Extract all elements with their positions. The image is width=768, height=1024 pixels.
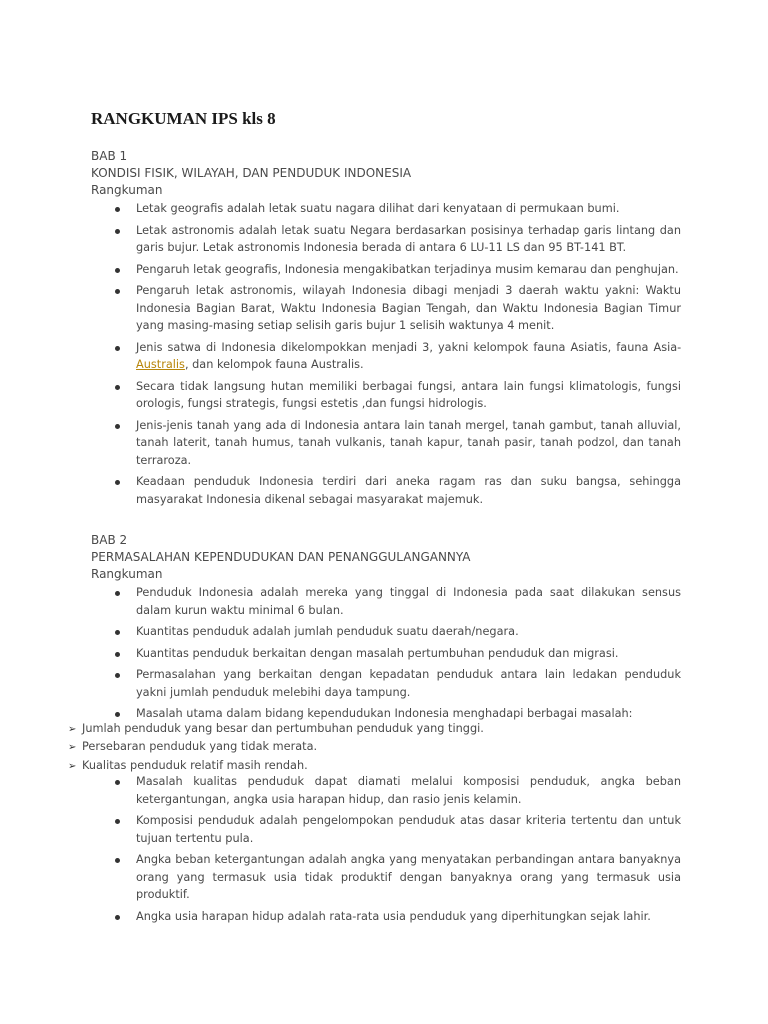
list-item: Masalah utama dalam bidang kependudukan Indonesia menghadapi berbagai masalah: xyxy=(91,705,681,723)
arrow-list-text: Jumlah penduduk yang besar dan pertumbuhan penduduk yang tinggi. xyxy=(82,722,484,735)
document-title: RANGKUMAN IPS kls 8 xyxy=(91,109,276,128)
list-item: Penduduk Indonesia adalah mereka yang tinggal di Indonesia pada saat dilakukan sensus dalam kurun waktu minimal 6 bulan. xyxy=(91,584,681,619)
arrow-bullet-icon: ➢ xyxy=(68,760,77,772)
list-item xyxy=(91,339,681,374)
section-bab-2-continued xyxy=(91,772,681,929)
list-item: Letak astronomis adalah letak suatu Negara berdasarkan posisinya terhadap garis lintang dan garis bujur. Letak astronomis Indonesia berada di antara 6 LU-11 LS dan 95 BT-141 BT. xyxy=(91,222,681,257)
arrow-bullet-icon: ➢ xyxy=(68,724,77,735)
chapter-label: BAB 1 xyxy=(91,149,128,163)
list-item: Angka usia harapan hidup adalah rata-rata usia penduduk yang diperhitungkan sejak lahir. xyxy=(91,908,681,926)
summary-label: Rangkuman xyxy=(91,567,163,581)
summary-label: Rangkuman xyxy=(91,183,163,197)
arrow-list-item xyxy=(68,738,668,756)
bullet-list xyxy=(91,200,681,508)
list-item: Letak geografis adalah letak suatu nagara dilihat dari kenyataan di permukaan bumi. xyxy=(91,200,681,218)
list-item: Masalah kualitas penduduk dapat diamati melalui komposisi penduduk, angka beban ketergantungan, angka usia harapan hidup, dan rasio jenis kelamin. xyxy=(91,773,681,808)
list-item: Secara tidak langsung hutan memiliki berbagai fungsi, antara lain fungsi klimatologis, fungsi orologis, fungsi strategis, fungsi estetis ,dan fungsi hidrologis. xyxy=(91,378,681,413)
list-item: Keadaan penduduk Indonesia terdiri dari aneka ragam ras dan suku bangsa, sehingga masyarakat Indonesia dikenal sebagai masyarakat majemuk. xyxy=(91,473,681,508)
arrow-bullet-icon: ➢ xyxy=(68,742,77,754)
list-item: Pengaruh letak astronomis, wilayah Indonesia dibagi menjadi 3 daerah waktu yakni: Waktu Indonesia Bagian Barat, Waktu Indonesia Bagian Tengah, dan Waktu Indonesia Bagian Timur yang masing-masing setiap selisih garis bujur 1 selisih waktunya 4 menit. xyxy=(91,282,681,335)
list-item: Permasalahan yang berkaitan dengan kepadatan penduduk antara lain ledakan penduduk yakni jumlah penduduk melebihi daya tampung. xyxy=(91,666,681,701)
chapter-label: BAB 2 xyxy=(91,533,128,547)
bullet-list xyxy=(91,584,681,723)
arrow-list-item xyxy=(68,720,668,738)
section-bab-1 xyxy=(91,148,681,512)
australis-link[interactable]: Australis xyxy=(136,358,185,371)
list-item-text: , dan kelompok fauna Australis. xyxy=(184,358,364,371)
arrow-list-text: Persebaran penduduk yang tidak merata. xyxy=(82,740,318,754)
chapter-heading: KONDISI FISIK, WILAYAH, DAN PENDUDUK INDONESIA xyxy=(91,166,412,180)
chapter-heading: PERMASALAHAN KEPENDUDUKAN DAN PENANGGULANGANNYA xyxy=(91,550,471,564)
list-item-text: Jenis satwa di Indonesia dikelompokkan menjadi 3, yakni kelompok fauna Asiatis, fauna Asia- xyxy=(136,340,681,354)
list-item: Kuantitas penduduk adalah jumlah penduduk suatu daerah/negara. xyxy=(91,623,681,641)
bullet-list xyxy=(91,773,681,925)
section-bab-2 xyxy=(91,532,681,727)
list-item: Komposisi penduduk adalah pengelompokan penduduk atas dasar kriteria tertentu dan untuk tujuan tertentu pula. xyxy=(91,812,681,847)
list-item: Angka beban ketergantungan adalah angka yang menyatakan perbandingan antara banyaknya orang yang termasuk usia tidak produktif dengan banyaknya orang yang termasuk usia produktif. xyxy=(91,851,681,904)
arrow-list-text: Kualitas penduduk relatif masih rendah. xyxy=(82,758,308,772)
list-item: Pengaruh letak geografis, Indonesia mengakibatkan terjadinya musim kemarau dan penghujan. xyxy=(91,261,681,279)
list-item: Jenis-jenis tanah yang ada di Indonesia antara lain tanah mergel, tanah gambut, tanah alluvial, tanah laterit, tanah humus, tanah vulkanis, tanah kapur, tanah pasir, tanah podzol, dan tanah terraroza. xyxy=(91,417,681,470)
list-item: Kuantitas penduduk berkaitan dengan masalah pertumbuhan penduduk dan migrasi. xyxy=(91,645,681,663)
arrow-list xyxy=(68,720,668,775)
